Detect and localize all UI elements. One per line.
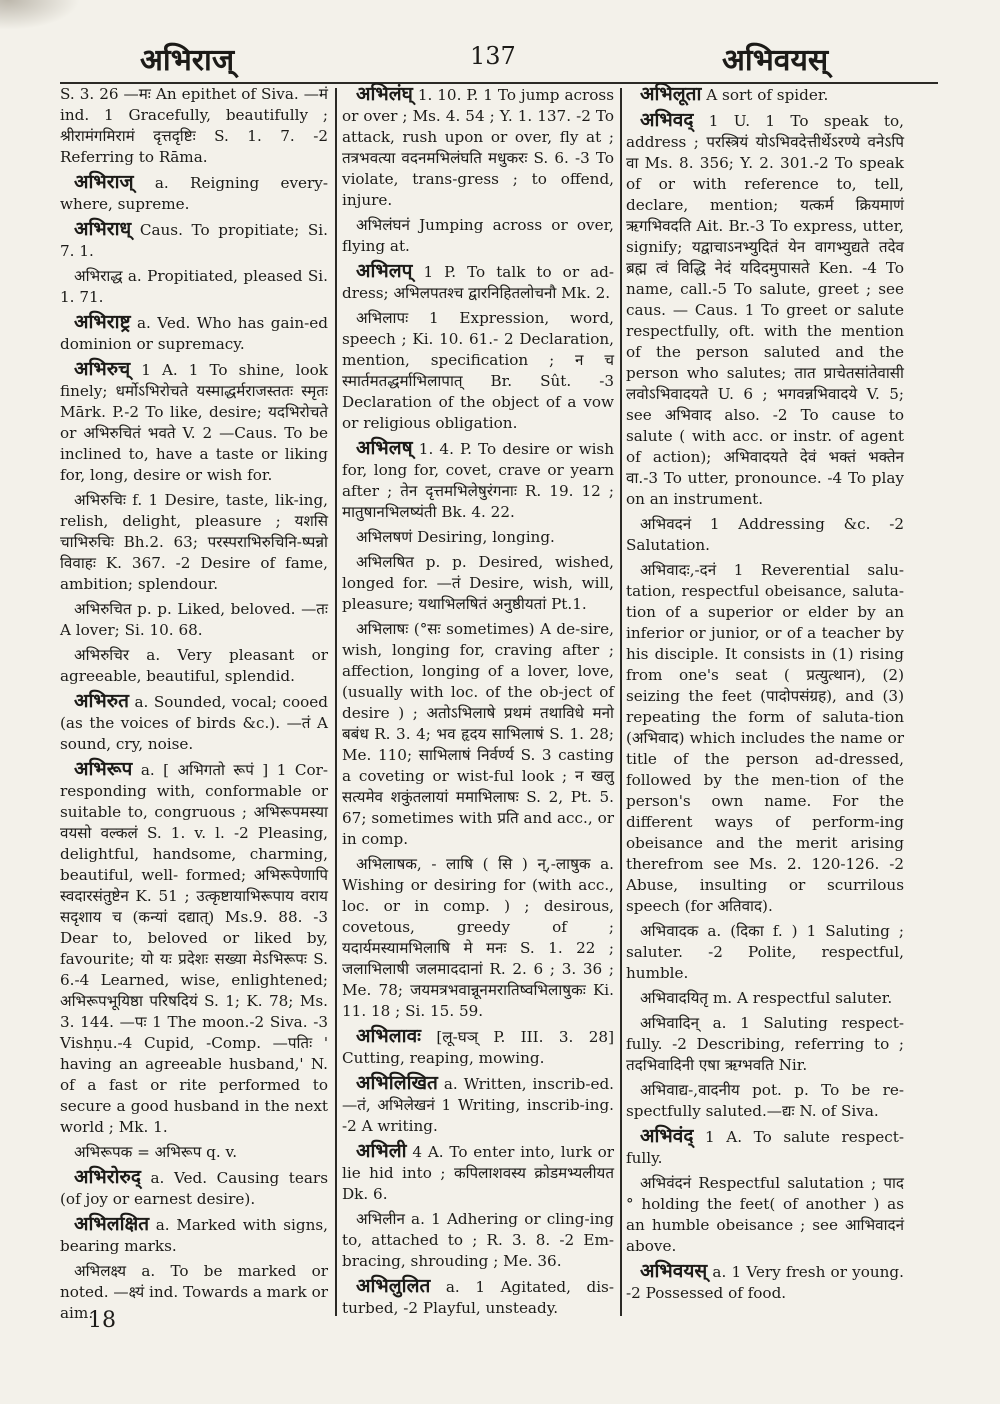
dictionary-entry — [342, 1073, 614, 1137]
entry-definition: 4 A. To enter into, lurk or lie hid into ; कपिलाशवस्य क्रोडमभ्यलीयत Dk. 6. — [342, 1143, 614, 1203]
entry-headword: अभिरूप — [74, 758, 133, 780]
entry-definition: 1 U. 1 To speak to, address ; परस्त्रियं योऽभिवदेत्तीर्थेऽरण्ये वनेऽपि वा Ms. 8. 356; Y. 2. 301.-2 To speak of or with reference to, tell, declare, mention; यत्कर्म क्रियमाणं ऋगभिवदति Ait. Br.-3 To express, utter, signify; यद्वाचाऽनभ्युदितं येन वागभ्युद्यते तदेव ब्रह्म त्वं विद्धि नेदं यदिदमुपासते Ken. -4 To name, call.-5 To salute, greet ; see caus. — Caus. 1 To greet or salute respectfully, oft. with the mention of the person saluted and the person who salutes; तात प्राचेतसांतेवासी लवोऽभिवादयते U. 6 ; भगवन्नभिवादये V. 5; see अभिवाद also. -2 To cause to salute ( with acc. or instr. of agent of action); अभिवादयते देवं भक्तं भक्तेन वा.-3 To utter, pronounce. -4 To play on an instrument. — [626, 112, 904, 508]
entry-definition: अभिलषणं Desiring, longing. — [356, 528, 555, 546]
dictionary-entry — [626, 110, 904, 510]
entry-definition: अभिलाषक, - लाषि ( सि ) न्,-लाषुक a. Wishing or desiring for (with acc., loc. or in comp. ) ; desirous, covetous, greedy of ; यदार्यमस्यामभिलाषि मे मनः S. 1. 22 ; जलाभिलाषी जलमाददानां R. 2. 6 ; 3. 36 ; Me. 78; जयमत्रभवान्नूनमरातिष्वभिलाषुकः Ki. 11. 18 ; Si. 15. 59. — [342, 855, 614, 1020]
dictionary-entry — [60, 266, 328, 308]
page-header — [0, 38, 1000, 88]
entry-definition: अभिरुचिर a. Very pleasant or agreeable, beautiful, splendid. — [60, 646, 328, 685]
dictionary-entry — [342, 1141, 614, 1205]
left-running-headword: अभिराज् — [140, 43, 235, 78]
dictionary-entry — [60, 219, 328, 262]
entry-definition: अभिलंघनं Jumping across or over, flying at. — [342, 216, 614, 255]
entry-definition: a. Written, inscrib-ed.—तं, अभिलेखनं 1 Writing, inscrib-ing. -2 A writing. — [342, 1075, 614, 1135]
entry-headword: अभिरोरुद् — [74, 1166, 141, 1188]
dictionary-entry — [626, 1013, 904, 1076]
entry-definition: अभिलापः 1 Expression, word, speech ; Ki. 10. 61.- 2 Declaration, mention, specification ; न च स्मार्तमतद्धर्माभिलापात् Br. Sût. -3 Declaration of the object of a vow or religious obligation. — [342, 309, 614, 432]
dictionary-entry — [626, 514, 904, 556]
entry-headword: अभिरुच् — [74, 358, 131, 380]
dictionary-entry — [626, 84, 904, 106]
entry-headword: अभिराष्ट्र — [74, 311, 131, 333]
entry-headword: अभिराध् — [74, 218, 132, 240]
entry-definition: अभिरुचित p. p. Liked, beloved. —तः A lover; Si. 10. 68. — [60, 600, 328, 639]
dictionary-entry — [342, 308, 614, 434]
entry-definition: a. Marked with signs, bearing marks. — [60, 1216, 328, 1255]
entry-definition: अभिवंदनं Respectful salutation ; पाद ° holding the feet( of another ) as an humble obeisance ; see आभिवादनं above. — [626, 1174, 904, 1255]
signature-mark: 18 — [88, 1308, 116, 1333]
entry-definition: अभिवदनं 1 Addressing &c. -2 Salutation. — [626, 515, 904, 554]
dictionary-entry — [60, 84, 328, 168]
entry-headword: अभिवंद् — [640, 1125, 694, 1147]
dictionary-entry — [342, 438, 614, 523]
dictionary-entry — [342, 619, 614, 850]
entry-definition: 1 P. To talk to or ad-dress; अभिलपतश्च द्वारनिहितलोचनौ Mk. 2. — [342, 263, 614, 302]
dictionary-entry — [342, 854, 614, 1022]
page-stain — [0, 0, 80, 30]
dictionary-entry — [626, 560, 904, 917]
entry-headword: अभिलष् — [356, 437, 413, 459]
entry-headword: अभिलुलित — [356, 1275, 431, 1297]
entry-definition: अभिवादक a. (दिका f. ) 1 Saluting ; saluter. -2 Polite, respectful, humble. — [626, 922, 904, 982]
dictionary-entry — [60, 645, 328, 687]
entry-definition: a. Sounded, vocal; cooed (as the voices of birds &c.). —तं A sound, cry, noise. — [60, 693, 328, 753]
dictionary-entry — [626, 1261, 904, 1304]
dictionary-entry — [342, 527, 614, 548]
dictionary-entry — [60, 490, 328, 595]
entry-definition: अभिवादयितृ m. A respectful saluter. — [640, 989, 893, 1007]
dictionary-entry — [342, 1209, 614, 1272]
entry-headword: अभिलिखित — [356, 1072, 438, 1094]
dictionary-entry — [60, 1214, 328, 1257]
column-3 — [626, 84, 904, 1308]
dictionary-entry — [60, 172, 328, 215]
entry-headword: अभिलावः — [356, 1025, 421, 1047]
entry-definition: 1. 10. P. 1 To jump across or over ; Ms. 4. 54 ; Y. 1. 137. -2 To attack, rush upon or over, fly at ; तत्रभवत्या वदनमभिलंघति मधुकरः S. 6. -3 To violate, trans-gress ; to offend, injure. — [342, 86, 614, 209]
entry-definition: अभिराद्ध a. Propitiated, pleased Si. 1. 71. — [60, 267, 328, 306]
entry-headword: अभिवयस् — [640, 1260, 708, 1282]
entry-definition: a. 1 Agitated, dis-turbed, -2 Playful, unsteady. — [342, 1278, 614, 1317]
entry-definition: [लू-घञ् P. III. 3. 28] Cutting, reaping, mowing. — [342, 1028, 614, 1067]
page-number: 137 — [470, 42, 516, 70]
dictionary-entry — [626, 1126, 904, 1169]
entry-headword: अभिलक्षित — [74, 1213, 150, 1235]
entry-definition: S. 3. 26 —मः An epithet of Siva. —मं ind. 1 Gracefully, beautifully ; श्रीरामंगमिरामं दृत्तदृष्टिः S. 1. 7. -2 Referring to Rāma. — [60, 85, 328, 166]
dictionary-entry — [60, 359, 328, 486]
dictionary-entry — [626, 988, 904, 1009]
entry-definition: 1 A. 1 To shine, look finely; धर्मोऽभिरोचते यस्माद्धर्मराजस्ततः स्मृतः Mārk. P.-2 To like, desire; यदभिरोचते or अभिरुचितं भवते V. 2 —Caus. To be inclined to, have a taste or liking for, long, desire or wish for. — [60, 361, 328, 484]
dictionary-entry — [342, 1026, 614, 1069]
entry-definition: 1. 4. P. To desire or wish for, long for, covet, crave or yearn after ; तेन दृत्तमभिलेषुरंगनाः R. 19. 12 ; मातुषानभिलष्यंती Bk. 4. 22. — [342, 440, 614, 521]
entry-definition: अभिलक्ष्य a. To be marked or noted. —क्ष्यं ind. Towards a mark or aim. — [60, 1262, 328, 1322]
column-divider-1 — [335, 88, 337, 1316]
dictionary-entry — [60, 759, 328, 1138]
entry-definition: अभिरूपक = अभिरूप q. v. — [74, 1143, 238, 1161]
entry-definition: a. Reigning every-where, supreme. — [60, 174, 328, 213]
dictionary-entry — [60, 691, 328, 755]
entry-definition: a. [ अभिगतो रूपं ] 1 Cor-responding with, conformable or suitable to, congruous ; अभिरूपमस्या वयसो वल्कलं S. 1. v. l. -2 Pleasing, delightful, handsome, charming, beautiful, well- formed; अभिरूपेणापि स्वदारसंतुष्टेन K. 51 ; उत्कृष्टायाभिरूपाय वराय सदृशाय च (कन्यां दद्यात्) Ms.9. 88. -3 Dear to, beloved or liked by, favourite; यो यः प्रदेशः सख्या मेऽभिरूपः S. 6.-4 Learned, wise, enlightened; अभिरूपभूयिष्ठा परिषदियं S. 1; K. 78; Ms. 3. 144. —पः 1 The moon.-2 Siva. -3 Vishṇu.-4 Cupid, -Comp. —पतिः ' having an agreeable husband,' N. of a fast or rite performed to secure a good husband in the next world ; Mk. 1. — [60, 761, 328, 1136]
dictionary-entry — [342, 261, 614, 304]
entry-definition: Caus. To propitiate; Si. 7. 1. — [60, 221, 328, 260]
entry-headword: अभिराज् — [74, 171, 134, 193]
dictionary-entry — [60, 1142, 328, 1163]
entry-definition: अभिलाषः (°सः sometimes) A de-sire, wish, longing for, craving after ; affection, longing of a lover, love, (usually with loc. of the ob-ject of desire ) ; अतोऽभिलाषे प्रथमं तथाविधे मनो बबंध R. 3. 4; भव हृदय साभिलाषं S. 1. 28; Me. 110; साभिलाषं निर्वर्ण्य S. 3 casting a coveting or wist-ful look ; न खलु सत्यमेव शकुंतलायां ममाभिलाषः S. 2, Pt. 5. 67; sometimes with प्रति and acc., or in comp. — [342, 620, 614, 848]
column-2 — [342, 84, 614, 1323]
column-divider-2 — [620, 88, 622, 1316]
entry-definition: 1 A. To salute respect-fully. — [626, 1128, 904, 1167]
entry-definition: A sort of spider. — [701, 86, 829, 104]
entry-definition: अभिवाद्य-,वादनीय pot. p. To be re-spectfully saluted.—द्यः N. of Siva. — [626, 1081, 904, 1120]
entry-definition: अभिलषित p. p. Desired, wished, longed for. —तं Desire, wish, will, pleasure; यथाभिलषितं अनुष्ठीयतां Pt.1. — [342, 553, 614, 613]
entry-headword: अभिलंघ् — [356, 83, 413, 105]
dictionary-entry — [626, 921, 904, 984]
dictionary-entry — [342, 552, 614, 615]
dictionary-entry — [626, 1080, 904, 1122]
dictionary-entry — [60, 312, 328, 355]
entry-definition: a. 1 Very fresh or young. -2 Possessed of food. — [626, 1263, 904, 1302]
entry-definition: a. Ved. Causing tears (of joy or earnest desire). — [60, 1169, 328, 1208]
entry-headword: अभिरुत — [74, 690, 129, 712]
dictionary-entry — [60, 1167, 328, 1210]
dictionary-entry — [626, 1173, 904, 1257]
entry-definition: अभिवादः,-दनं 1 Reverential salu-tation, respectful obeisance, saluta-tion of a superior or elder by an inferior or junior, or of a teacher by his disciple. It consists in (1) rising from one's seat ( प्रत्युत्थान), (2) seizing the feet (पादोपसंग्रह), and (3) repeating the form of saluta-tion (अभिवाद) which includes the name or title of the person ad-dressed, followed by the men-tion of the person's own name. For the different ways of perform-ing obeisance and the merit arising therefrom see Ms. 2. 120-126. -2 Abuse, insulting or scurrilous speech (for अतिवाद). — [626, 561, 904, 915]
entry-headword: अभिलप् — [356, 260, 413, 282]
entry-definition: अभिरुचिः f. 1 Desire, taste, lik-ing, relish, delight, pleasure ; यशसि चाभिरुचिः Bh.2. 63; परस्पराभिरुचिनि-ष्पन्नो विवाहः K. 367. -2 Desire of fame, ambition; splendour. — [60, 491, 328, 593]
entry-headword: अभिली — [356, 1140, 407, 1162]
dictionary-entry — [60, 599, 328, 641]
column-1 — [60, 84, 328, 1328]
entry-headword: अभिलूता — [640, 83, 702, 105]
dictionary-entry — [342, 1276, 614, 1319]
entry-definition: अभिवादिन् a. 1 Saluting respect-fully. -2 Describing, referring to ; तदभिवादिनी एषा ऋग्भवति Nir. — [626, 1014, 904, 1074]
dictionary-entry — [342, 84, 614, 211]
dictionary-entry — [342, 215, 614, 257]
entry-definition: अभिलीन a. 1 Adhering or cling-ing to, attached to ; R. 3. 8. -2 Em-bracing, shrouding ; Me. 36. — [342, 1210, 614, 1270]
right-running-headword: अभिवयस् — [722, 43, 829, 78]
entry-headword: अभिवद् — [640, 109, 694, 131]
entry-definition: a. Ved. Who has gain-ed dominion or supremacy. — [60, 314, 328, 353]
